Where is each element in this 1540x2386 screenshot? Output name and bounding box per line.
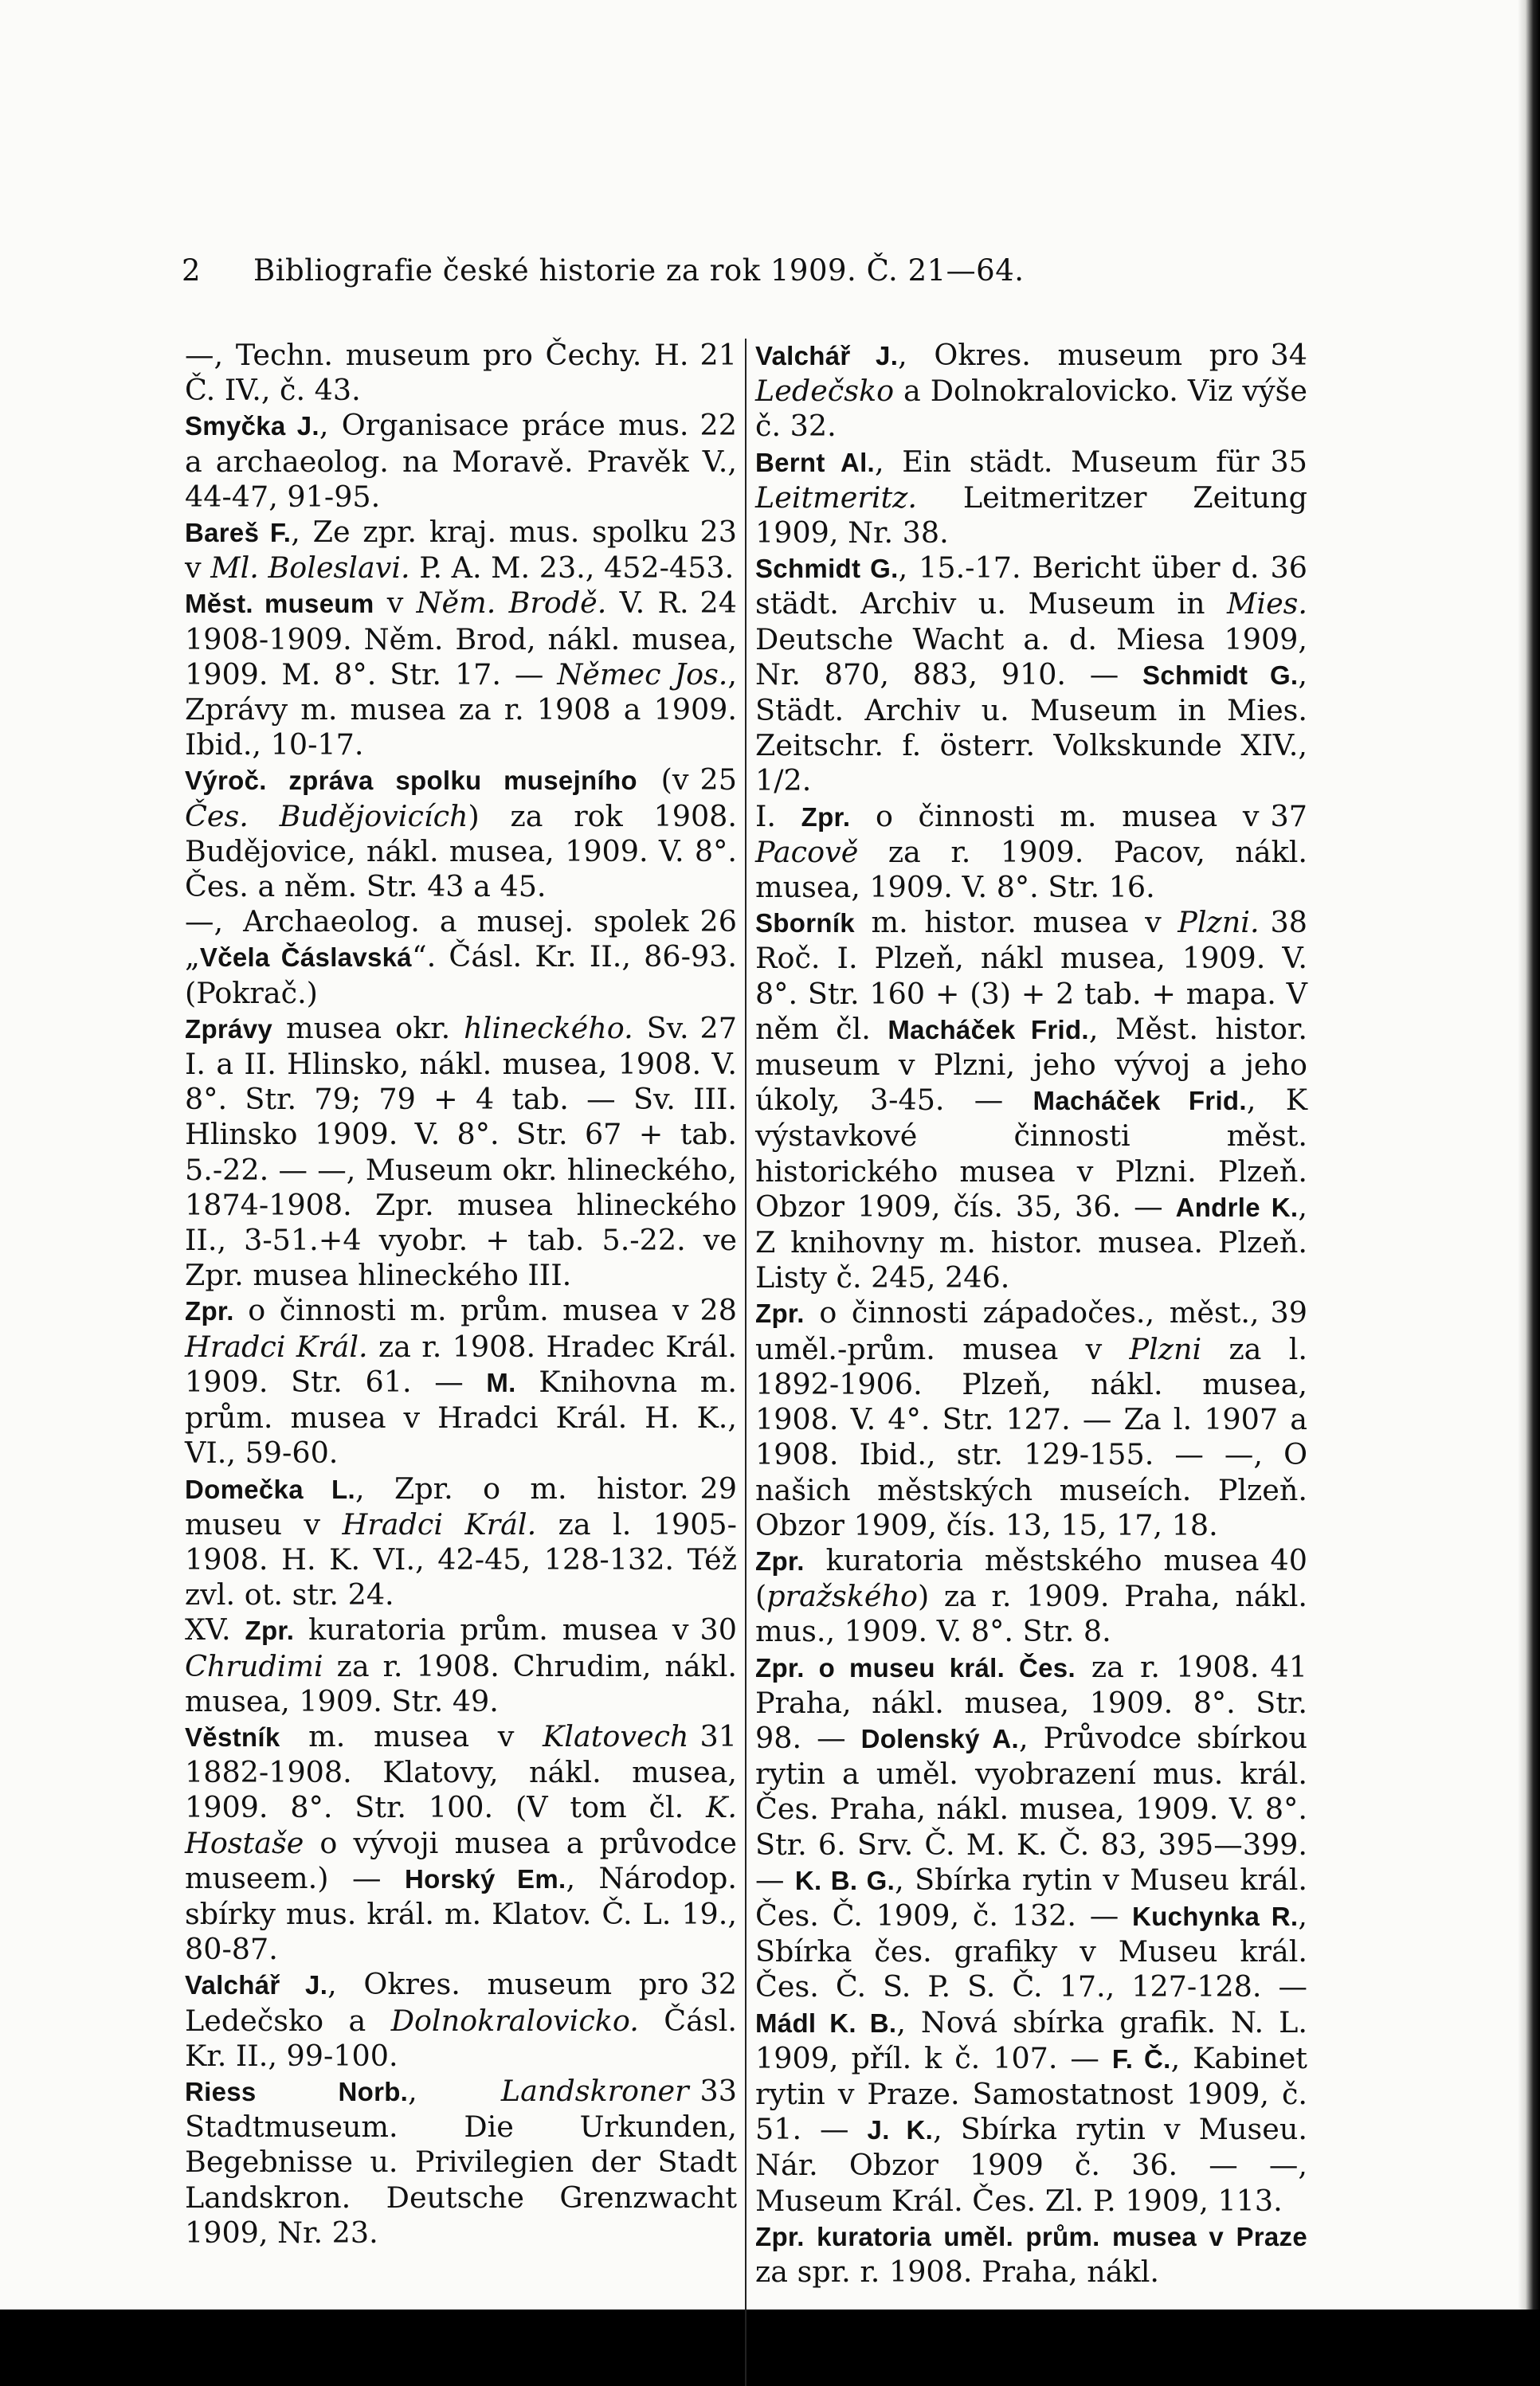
bibliography-entry <box>755 1295 1307 1542</box>
entry-text: musea okr. <box>272 1010 464 1045</box>
entry-author: Domečka L. <box>185 1474 355 1504</box>
bibliography-entry <box>185 1967 737 2074</box>
entry-italic-text: Landskroner <box>500 2073 689 2108</box>
bibliography-entry <box>185 586 737 762</box>
bibliography-entry <box>185 1293 737 1471</box>
entry-number: 40 <box>1270 1542 1307 1577</box>
entry-author: Schmidt G. <box>1142 660 1299 690</box>
bibliography-entry <box>755 905 1307 1295</box>
entry-author: Zpr. kuratoria uměl. prům. musea v Praze <box>755 2221 1307 2251</box>
entry-author: Riess Norb. <box>185 2076 409 2106</box>
entry-italic-text: Chrudimi <box>185 1648 323 1683</box>
page-number: 2 <box>182 253 202 288</box>
entry-italic-text: Čes. Budějovicích <box>185 798 468 833</box>
entry-text: a Dolnokralovicko. Viz výše č. 32. <box>755 374 1307 444</box>
running-title: Bibliografie české historie za rok 1909. Č. 21—64. <box>253 253 1025 288</box>
entry-author: Bernt Al. <box>755 447 876 477</box>
entry-text: za r. 1908. Praha, nákl. musea, 1909. 8°. Str. 98. — <box>755 1649 1307 1755</box>
entry-author: Horský Em. <box>404 1863 566 1894</box>
entry-author: M. <box>486 1367 516 1397</box>
entry-text: —, Techn. museum pro Čechy. H. Č. IV., č. 43. <box>185 338 689 408</box>
entry-author: Macháček Frid. <box>888 1014 1089 1044</box>
entry-author: Valchář J. <box>755 341 899 370</box>
entry-author: Věstník <box>185 1722 280 1752</box>
entry-number: 32 <box>699 1967 737 2002</box>
entry-text: Knihovna m. prům. musea v Hradci Král. H. K., VI., 59-60. <box>185 1364 737 1471</box>
bibliography-entry <box>755 338 1307 445</box>
bibliography-entry <box>185 1471 737 1613</box>
entry-text: 1882-1908. Klatovy, nákl. musea, 1909. 8°. Str. 100. (V tom čl. <box>185 1755 737 1825</box>
entry-text: ) za r. 1909. Praha, nákl. mus., 1909. V. 8°. Str. 8. <box>755 1579 1307 1649</box>
entry-text: v <box>374 586 417 621</box>
entry-text: o činnosti m. musea v <box>850 798 1260 833</box>
entry-number: 23 <box>699 515 737 550</box>
entry-number: 27 <box>699 1010 737 1045</box>
page-edge <box>1518 0 1540 2310</box>
bibliography-entry <box>185 1612 737 1719</box>
entry-number: 22 <box>699 408 737 443</box>
entry-text: kuratoria prům. musea v <box>294 1612 689 1647</box>
entry-italic-text: Hradci Král. <box>185 1329 368 1364</box>
entry-text: Stadtmuseum. Die Urkunden, Begebnisse u. Privilegien der Stadt Landskron. Deutsche Grenzwacht 1909, Nr. 23. <box>185 2110 737 2250</box>
entry-text: o vývoji musea a průvodce museem.) — <box>185 1825 737 1895</box>
entry-text: , Okres. museum pro <box>898 338 1260 372</box>
bibliography-entry <box>185 338 737 408</box>
entry-text: Čásl. Kr. II., 99-100. <box>185 2003 737 2073</box>
entry-text: kuratoria městského musea ( <box>755 1542 1260 1614</box>
entry-text: m. histor. musea v <box>854 905 1178 940</box>
entry-italic-text: Leitmeritz. <box>755 480 918 515</box>
entry-text: za r. 1908. Chrudim, nákl. musea, 1909. Str. 49. <box>185 1648 737 1718</box>
entry-text: o činnosti m. prům. musea v <box>233 1293 689 1328</box>
entry-italic-text: Pacově <box>755 834 859 869</box>
entry-author: Kuchynka R. <box>1132 1901 1299 1931</box>
entry-number: 41 <box>1270 1649 1307 1684</box>
entry-italic-text: K. Hostaše <box>185 1790 737 1860</box>
entry-italic-text: Ledečsko <box>755 374 895 409</box>
bibliography-entry <box>185 904 737 1011</box>
entry-text: Sv. I. a II. Hlinsko, nákl. musea, 1908. V. 8°. Str. 79; 79 + 4 tab. — Sv. III. Hlinsko 1909. V. 8°. Str. 67 + tab. 5.-22. — —, Museum okr. hlineckého, 1874-1908. Zpr. musea hlineckého II., 3-51.+4 vyobr. + tab. 5.-22. ve Zpr. musea hlineckého III. <box>185 1010 737 1293</box>
bibliography-entry <box>755 445 1307 551</box>
entry-number: 37 <box>1270 798 1307 833</box>
bibliography-entry <box>185 408 737 515</box>
entry-text: , Ze zpr. kraj. mus. spolku v <box>185 515 689 586</box>
entry-text: , Sbírka rytin v Museu král. Čes. Č. 1909, č. 132. — <box>755 1862 1308 1933</box>
entry-text: ) za rok 1908. Budějovice, nákl. musea, 1909. V. 8°. Čes. a něm. Str. 43 a 45. <box>185 798 737 904</box>
entry-text: za r. 1909. Pacov, nákl. musea, 1909. V. 8°. Str. 16. <box>755 834 1307 905</box>
entry-text: , Z knihovny m. histor. musea. Plzeň. Listy č. 245, 246. <box>755 1189 1307 1295</box>
entry-author: Macháček Frid. <box>1033 1086 1247 1116</box>
entry-author: Mádl K. B. <box>755 2008 897 2038</box>
entry-number: 24 <box>699 586 737 621</box>
entry-author: Zpr. <box>245 1616 295 1646</box>
entry-italic-text: Dolnokralovicko. <box>390 2003 639 2038</box>
column-divider <box>745 339 746 2386</box>
entry-italic-text: Hradci Král. <box>342 1506 537 1542</box>
bibliography-entry <box>755 550 1307 798</box>
entry-text: , Zprávy m. musea za r. 1908 a 1909. Ibid., 10-17. <box>185 656 738 762</box>
right-column <box>755 338 1307 2290</box>
entry-number: 29 <box>699 1471 737 1506</box>
bibliography-entry <box>755 1543 1307 1650</box>
entry-number: 25 <box>699 762 737 797</box>
entry-text: , Nová sbírka grafik. N. L. 1909, příl. k č. 107. — <box>755 2004 1307 2075</box>
entry-italic-text: Němec Jos. <box>557 656 728 692</box>
bibliography-entry <box>185 1719 737 1967</box>
entry-text: , Sbírka čes. grafiky v Museu král. Čes. Č. S. P. S. Č. 17., 127-128. — <box>755 1898 1307 2004</box>
entry-author: Smyčka J. <box>185 411 319 441</box>
entry-text: P. A. M. 23., 452-453. <box>409 550 735 586</box>
entry-text: za spr. r. 1908. Praha, nákl. <box>755 2254 1159 2289</box>
entry-number: 26 <box>699 904 737 939</box>
entry-author: Schmidt G. <box>755 554 899 584</box>
entry-author: Zpr. <box>185 1296 234 1326</box>
entry-italic-text: Klatovech <box>543 1718 689 1753</box>
entry-author: Včela Čáslavská <box>199 942 412 973</box>
entry-text: za l. 1905-1908. H. K. VI., 42-45, 128-132. Též zvl. ot. str. 24. <box>185 1506 737 1612</box>
entry-text: V. R. 1908-1909. Něm. Brod, nákl. musea, 1909. M. 8°. Str. 17. — <box>185 586 737 692</box>
entry-italic-text: Plzni <box>1129 1331 1202 1366</box>
entry-number: 38 <box>1270 905 1307 940</box>
entry-italic-text: pražského <box>766 1579 918 1614</box>
entry-number: 30 <box>699 1612 737 1647</box>
entry-author: K. B. G. <box>794 1865 895 1895</box>
entry-number: 39 <box>1270 1295 1307 1330</box>
entry-text: , Národop. sbírky mus. král. m. Klatov. Č. L. 19., 80-87. <box>185 1860 737 1967</box>
entry-text: , K výstavkové činnosti měst. historického musea v Plzni. Plzeň. Obzor 1909, čís. 35, 36. — <box>755 1083 1307 1224</box>
entry-author: Sborník <box>755 908 855 938</box>
entry-text: za l. 1892-1906. Plzeň, nákl. musea, 1908. V. 4°. Str. 127. — Za l. 1907 a 1908. Ibid., str. 129-155. — —, O našich městských museích. Plzeň. Obzor 1909, čís. 13, 15, 17, 18. <box>755 1331 1307 1542</box>
entry-text: , Städt. Archiv u. Museum in Mies. Zeitschr. f. österr. Volkskunde XIV., 1/2. <box>755 656 1307 798</box>
entry-author: Zpr. o museu král. Čes. <box>755 1652 1076 1683</box>
entry-author: Zprávy <box>185 1013 273 1044</box>
entry-text: , 15.-17. Bericht über d. städt. Archiv u. Museum in <box>755 550 1260 621</box>
entry-text: o činnosti západočes., měst., uměl.-prům. musea v <box>755 1295 1260 1366</box>
entry-text: Leitmeritzer Zeitung 1909, Nr. 38. <box>755 480 1307 550</box>
entry-text: za r. 1908. Hradec Král. 1909. Str. 61. — <box>185 1329 737 1399</box>
entry-text: , Měst. histor. museum v Plzni, jeho vývoj a jeho úkoly, 3-45. — <box>755 1011 1307 1118</box>
entry-italic-text: Plzni. <box>1178 905 1260 940</box>
entry-text: Roč. I. Plzeň, nákl musea, 1909. V. 8°. Str. 160 + (3) + 2 tab. + mapa. V něm čl. <box>755 941 1307 1046</box>
entry-text: , Organisace práce mus. a archaeolog. na Moravě. Pravěk V., 44-47, 91-95. <box>185 408 737 514</box>
entry-text: —, Archaeolog. a musej. spolek „ <box>185 904 689 974</box>
entry-text: , Okres. museum pro Ledečsko a <box>185 1967 689 2038</box>
entry-text: , Ein städt. Museum für <box>875 444 1260 479</box>
entry-number: 36 <box>1270 550 1307 586</box>
entry-author: Zpr. <box>755 1299 805 1329</box>
entry-text: “. Čásl. Kr. II., 86-93. (Pokrač.) <box>185 939 737 1010</box>
entry-text: Deutsche Wacht a. d. Miesa 1909, Nr. 870, 883, 910. — <box>755 621 1307 692</box>
bibliography-entry <box>185 1011 737 1294</box>
entry-author: Bareš F. <box>185 518 292 548</box>
entry-text: (v <box>637 762 689 797</box>
entry-italic-text: Ml. Boleslavi. <box>210 550 410 586</box>
entry-text: I. <box>755 798 801 833</box>
entry-author: Valchář J. <box>185 1970 328 2000</box>
bibliography-entry <box>755 799 1307 906</box>
entry-number: 31 <box>699 1718 737 1753</box>
entry-author: Měst. museum <box>185 589 374 619</box>
entry-text: , Průvodce sbírkou rytin a uměl. vyobrazení mus. král. Čes. Praha, nákl. musea, 1909. V. 8°. Str. 6. Srv. Č. M. K. Č. 83, 395—399. — <box>755 1720 1307 1897</box>
entry-author: Andrle K. <box>1175 1192 1299 1222</box>
entry-text: , Kabinet rytin v Praze. Samostatnost 1909, č. 51. — <box>755 2040 1307 2147</box>
entry-author: J. K. <box>867 2115 934 2145</box>
entry-number: 28 <box>699 1293 737 1328</box>
page-header <box>182 253 1321 288</box>
entry-author: Dolenský A. <box>860 1723 1019 1753</box>
entry-author: Zpr. <box>755 1546 805 1576</box>
entry-author: Zpr. <box>801 801 851 832</box>
entry-number: 33 <box>699 2073 737 2108</box>
entry-italic-text: hlineckého. <box>464 1010 633 1045</box>
entry-number: 35 <box>1270 444 1307 479</box>
entry-text: , Zpr. o m. histor. museu v <box>185 1471 689 1542</box>
entry-text: XV. <box>185 1612 245 1647</box>
entry-author: Výroč. zpráva spolku musejního <box>185 766 637 796</box>
entry-author: F. Č. <box>1111 2043 1171 2074</box>
entry-number: 34 <box>1270 338 1307 372</box>
entry-number: 21 <box>699 338 737 372</box>
bibliography-entry <box>185 2074 737 2251</box>
bibliography-entry <box>755 2219 1307 2290</box>
entry-text: , Sbírka rytin v Museu. Nár. Obzor 1909 č. 36. — —, Museum Král. Čes. Zl. P. 1909, 113. <box>755 2112 1307 2218</box>
entry-text: , <box>408 2073 501 2108</box>
bibliography-entry <box>185 515 737 586</box>
entry-text: m. musea v <box>280 1718 543 1753</box>
bibliography-entry <box>755 1650 1307 2219</box>
entry-italic-text: Něm. Brodě. <box>416 586 607 621</box>
bibliography-entry <box>185 762 737 904</box>
left-column <box>185 338 737 2251</box>
entry-italic-text: Mies. <box>1227 586 1307 621</box>
